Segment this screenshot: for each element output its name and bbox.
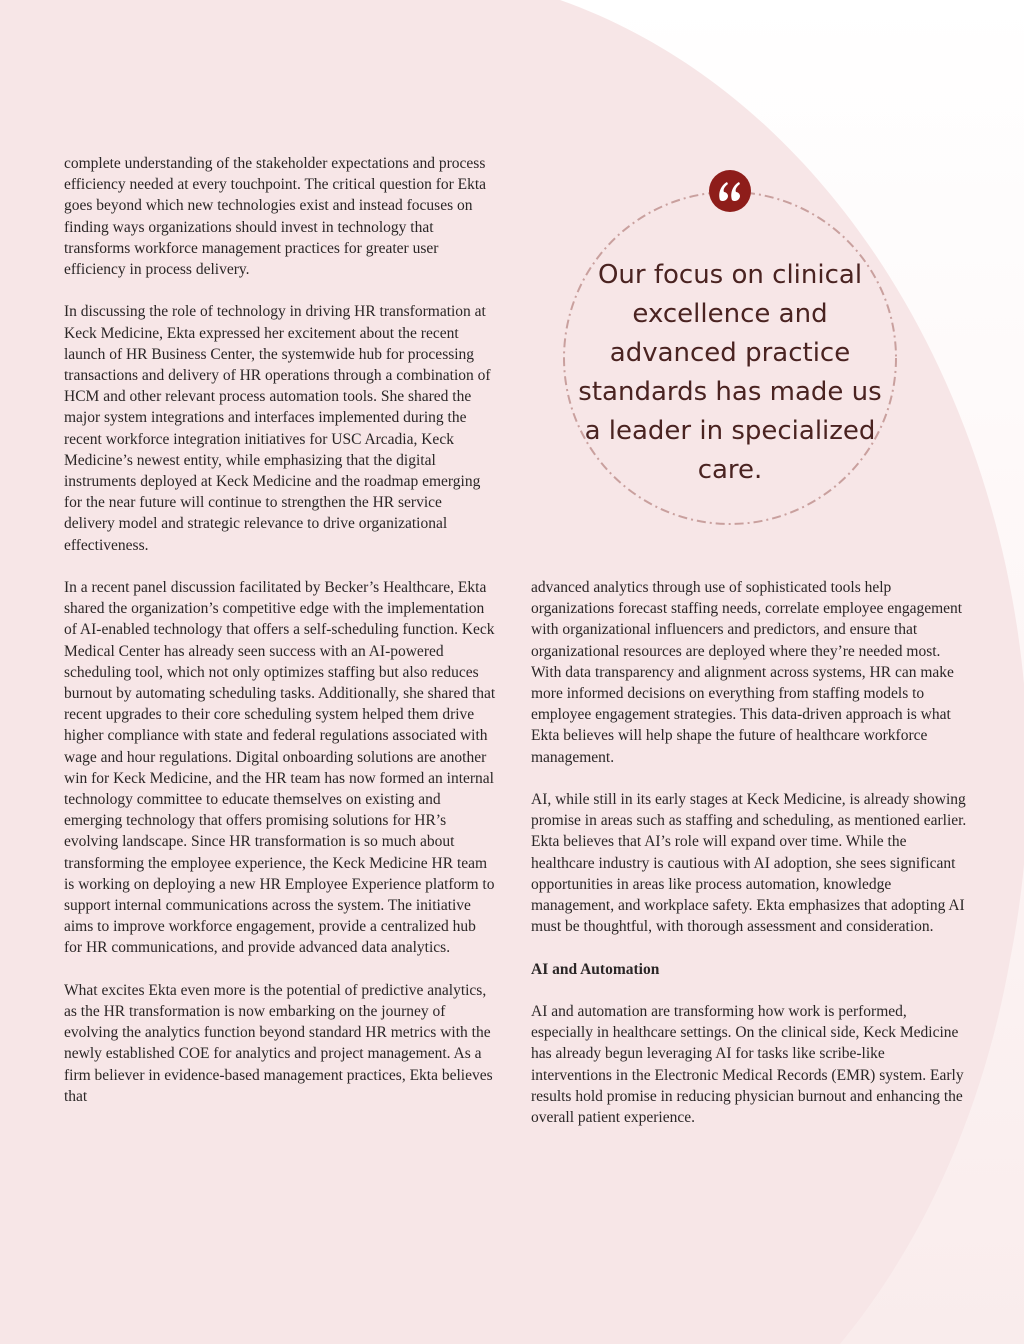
body-paragraph: What excites Ekta even more is the potential of predictive analytics, as the HR transformation is now embarking on the journey of evolving the analytics function beyond standard HR metrics with the newly established COE for analytics and project management. As a firm believer in evidence-based management practices, Ekta believes that (64, 981, 493, 1105)
left-column (64, 153, 496, 1128)
quote-mark-icon (709, 170, 751, 212)
right-column (531, 577, 967, 1149)
body-paragraph: advanced analytics through use of sophisticated tools help organizations forecast staffing needs, correlate employee engagement with organizational influencers and predictors, and ensure that organizational resources are deployed where they’re needed most. With data transparency and alignment across systems, HR can make more informed decisions on everything from staffing models to employee engagement strategies. This data-driven approach is what Ekta believes will help shape the future of healthcare workforce management. (531, 579, 963, 766)
body-paragraph: complete understanding of the stakeholder expectations and process efficiency needed at every touchpoint. The critical question for Ekta goes beyond which new technologies exist and instead focuses on finding ways organizations should invest in technology that transforms workforce management practices for greater user efficiency in process delivery. (64, 155, 487, 279)
body-paragraph: In a recent panel discussion facilitated by Becker’s Healthcare, Ekta shared the organization’s competitive edge with the implementation of AI-enabled technology that offers a self-scheduling function. Keck Medical Center has already seen success with an AI-powered scheduling tool, which not only optimizes staffing but also reduces burnout by automating scheduling tasks. Additionally, she shared that recent upgrades to their core scheduling system helped them drive higher compliance with state and federal regulations associated with wage and hour regulations. Digital onboarding solutions are another win for Keck Medicine, and the HR team has now formed an internal technology committee to educate themselves on existing and emerging technology that offers promising solutions for HR’s evolving landscape. Since HR transformation is so much about transforming the employee experience, the Keck Medicine HR team is working on deploying a new HR Employee Experience platform to support internal communications across the system. The initiative aims to improve workforce engagement, provide a centralized hub for HR communications, and provide advanced data analytics. (64, 579, 496, 957)
section-heading: AI and Automation (531, 960, 660, 978)
pull-quote (562, 190, 898, 526)
body-paragraph: In discussing the role of technology in driving HR transformation at Keck Medicine, Ekta expressed her excitement about the recent launch of HR Business Center, the systemwide hub for processing transactions and delivery of HR operations through a combination of HCM and other relevant process automation tools. She shared the major system integrations and interfaces implemented during the recent workforce integration initiatives for USC Arcadia, Keck Medicine’s newest entity, while emphasizing that the digital instruments deployed at Keck Medicine and the roadmap emerging for the near future will continue to strengthen the HR service delivery model and strategic relevance to drive organizational effectiveness. (64, 303, 491, 554)
quote-text: Our focus on clinical excellence and advanced practice standards has made us a leader in specialized care. (578, 260, 882, 485)
body-paragraph: AI, while still in its early stages at Keck Medicine, is already showing promise in areas such as staffing and scheduling, as mentioned earlier. Ekta believes that AI’s role will expand over time. While the healthcare industry is cautious with AI adoption, she sees significant opportunities in areas like process automation, knowledge management, and workplace safety. Ekta emphasizes that adopting AI must be thoughtful, with thorough assessment and consideration. (531, 791, 967, 936)
body-paragraph: AI and automation are transforming how work is performed, especially in healthcare settings. On the clinical side, Keck Medicine has already begun leveraging AI for tasks like scribe-like interventions in the Electronic Medical Records (EMR) system. Early results hold promise in reducing physician burnout and enhancing the overall patient experience. (531, 1003, 964, 1127)
